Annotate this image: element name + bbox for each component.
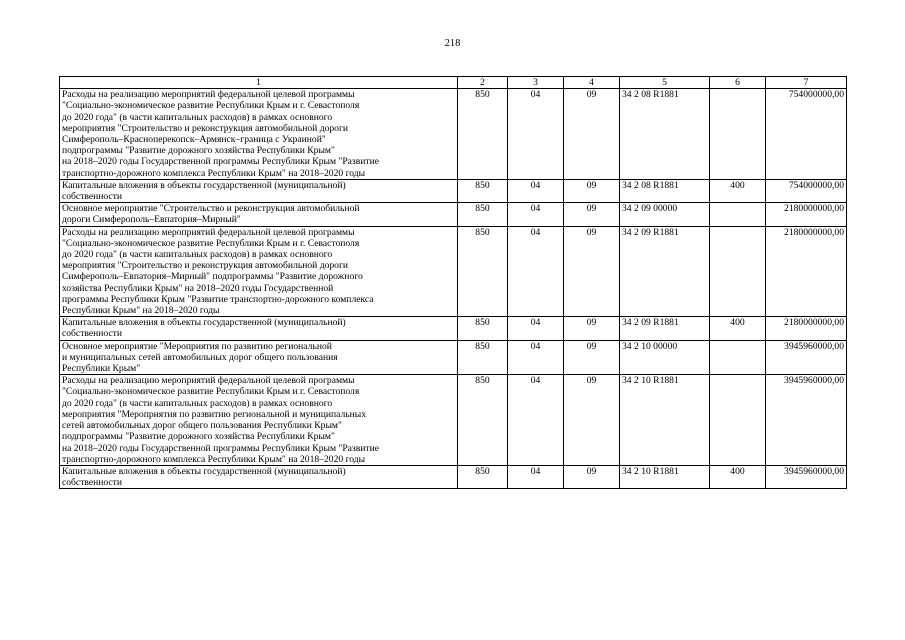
table-header <box>60 77 847 89</box>
row-target-article: 34 2 08 R1881 <box>620 179 710 202</box>
row-subsection-code: 09 <box>564 203 620 226</box>
row-name: Основное мероприятие "Строительство и реконструкция автомобильной дороги Симферополь–Евпатория–Мирный" <box>60 203 458 226</box>
row-name: Капитальные вложения в объекты государственной (муниципальной) собственности <box>60 317 458 340</box>
row-subsection-code: 09 <box>564 375 620 466</box>
row-expense-type: 400 <box>710 179 766 202</box>
row-target-article: 34 2 10 00000 <box>620 340 710 375</box>
row-name: Капитальные вложения в объекты государственной (муниципальной) собственности <box>60 179 458 202</box>
row-target-article: 34 2 10 R1881 <box>620 375 710 466</box>
row-section-code: 04 <box>508 375 564 466</box>
header-col-6: 6 <box>710 77 766 89</box>
row-subsection-code: 09 <box>564 179 620 202</box>
table-row <box>60 203 847 226</box>
row-ministry-code: 850 <box>458 226 508 317</box>
row-target-article: 34 2 10 R1881 <box>620 465 710 488</box>
row-ministry-code: 850 <box>458 179 508 202</box>
row-expense-type: 400 <box>710 465 766 488</box>
table-row <box>60 226 847 317</box>
row-amount: 2180000000,00 <box>766 317 847 340</box>
row-ministry-code: 850 <box>458 340 508 375</box>
row-section-code: 04 <box>508 179 564 202</box>
table-row <box>60 179 847 202</box>
row-amount: 3945960000,00 <box>766 465 847 488</box>
row-section-code: 04 <box>508 89 564 180</box>
row-amount: 754000000,00 <box>766 89 847 180</box>
table-row <box>60 89 847 180</box>
header-col-3: 3 <box>508 77 564 89</box>
header-col-2: 2 <box>458 77 508 89</box>
table-row <box>60 465 847 488</box>
row-amount: 3945960000,00 <box>766 375 847 466</box>
row-section-code: 04 <box>508 317 564 340</box>
row-amount: 754000000,00 <box>766 179 847 202</box>
page-number: 218 <box>444 38 461 49</box>
table-body <box>60 89 847 489</box>
row-name: Капитальные вложения в объекты государственной (муниципальной) собственности <box>60 465 458 488</box>
row-amount: 2180000000,00 <box>766 226 847 317</box>
row-subsection-code: 09 <box>564 317 620 340</box>
row-subsection-code: 09 <box>564 226 620 317</box>
row-name: Основное мероприятие "Мероприятия по развитию региональной и муниципальных сетей автомобильных дорог общего пользования Республики Крым" <box>60 340 458 375</box>
row-section-code: 04 <box>508 203 564 226</box>
row-expense-type <box>710 226 766 317</box>
row-ministry-code: 850 <box>458 375 508 466</box>
table-row <box>60 375 847 466</box>
row-amount: 2180000000,00 <box>766 203 847 226</box>
row-target-article: 34 2 08 R1881 <box>620 89 710 180</box>
row-expense-type <box>710 89 766 180</box>
row-expense-type <box>710 340 766 375</box>
row-ministry-code: 850 <box>458 317 508 340</box>
row-section-code: 04 <box>508 226 564 317</box>
header-col-7: 7 <box>766 77 847 89</box>
row-name: Расходы на реализацию мероприятий федеральной целевой программы "Социально-экономическое развитие Республики Крым и г. Севастополя до 2020 года" (в части капитальных расходов) в рамках основного мероприятия "Строительство и реконструкция автомобильной дороги Симферополь–Евпатория–Мирный" подпрограммы "Развитие дорожного хозяйства Республики Крым" на 2018–2020 годы Государственной программы Республики Крым "Развитие транспортно-дорожного комплекса Республики Крым" на 2018–2020 годы <box>60 226 458 317</box>
row-name: Расходы на реализацию мероприятий федеральной целевой программы "Социально-экономическое развитие Республики Крым и г. Севастополя до 2020 года" (в части капитальных расходов) в рамках основного мероприятия "Строительство и реконструкция автомобильной дороги Симферополь–Красноперекопск–Армянск–граница с Украиной" подпрограммы "Развитие дорожного хозяйства Республики Крым" на 2018–2020 годы Государственной программы Республики Крым "Развитие транспортно-дорожного комплекса Республики Крым" на 2018–2020 годы <box>60 89 458 180</box>
row-amount: 3945960000,00 <box>766 340 847 375</box>
row-section-code: 04 <box>508 340 564 375</box>
budget-table <box>59 76 847 489</box>
header-col-4: 4 <box>564 77 620 89</box>
row-target-article: 34 2 09 00000 <box>620 203 710 226</box>
header-col-5: 5 <box>620 77 710 89</box>
row-target-article: 34 2 09 R1881 <box>620 317 710 340</box>
row-subsection-code: 09 <box>564 89 620 180</box>
row-subsection-code: 09 <box>564 465 620 488</box>
header-col-1: 1 <box>60 77 458 89</box>
row-target-article: 34 2 09 R1881 <box>620 226 710 317</box>
row-name: Расходы на реализацию мероприятий федеральной целевой программы "Социально-экономическое развитие Республики Крым и г. Севастополя до 2020 года" (в части капитальных расходов) в рамках основного мероприятия "Мероприятия по развитию региональной и муниципальных сетей автомобильных дорог общего пользования Республики Крым" подпрограммы "Развитие дорожного хозяйства Республики Крым" на 2018–2020 годы Государственной программы Республики Крым "Развитие транспортно-дорожного комплекса Республики Крым" на 2018–2020 годы <box>60 375 458 466</box>
row-section-code: 04 <box>508 465 564 488</box>
table-row <box>60 340 847 375</box>
row-expense-type <box>710 375 766 466</box>
row-ministry-code: 850 <box>458 203 508 226</box>
row-expense-type <box>710 203 766 226</box>
row-subsection-code: 09 <box>564 340 620 375</box>
table-row <box>60 317 847 340</box>
row-ministry-code: 850 <box>458 465 508 488</box>
row-ministry-code: 850 <box>458 89 508 180</box>
header-row <box>60 77 847 89</box>
row-expense-type: 400 <box>710 317 766 340</box>
